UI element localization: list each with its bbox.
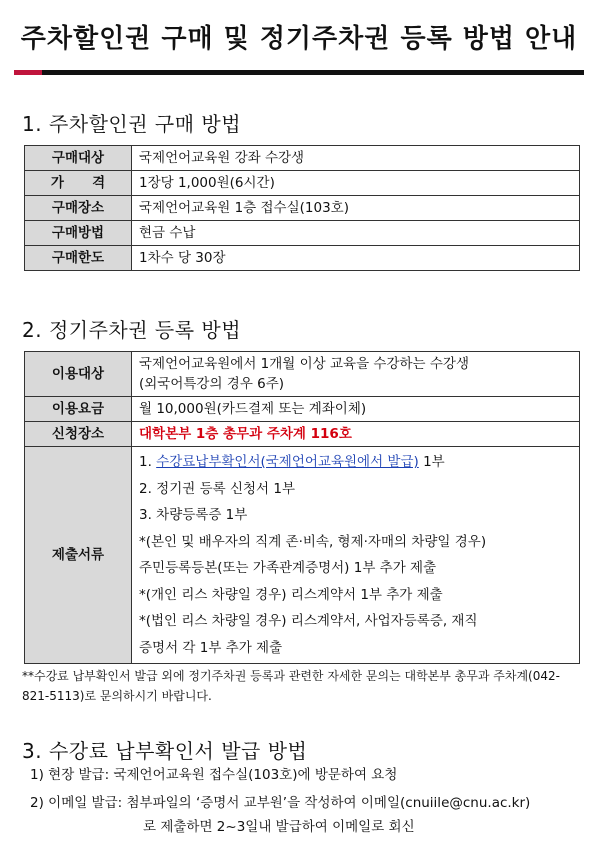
table-row [25,352,580,397]
onsite-issue-line: 1) 현장 발급: 국제언어교육원 접수실(103호)에 방문하여 요청 [30,767,398,783]
footnote: **수강료 납부확인서 발급 외에 정기주차권 등록과 관련한 자세한 문의는 대학본부 총무과 주차계(042-821-5113)로 문의하시기 바랍니다. [22,669,560,703]
row-value [132,447,580,664]
row-key: 가 격 [25,171,132,196]
page-title: 주차할인권 구매 및 정기주차권 등록 방법 안내 [20,24,578,54]
row-key: 이용대상 [25,352,132,397]
table-row [25,447,580,664]
doc-item: *(법인 리스 차량일 경우) 리스계약서, 사업자등록증, 재직 [139,613,478,629]
row-value-highlight: 대학본부 1층 총무과 주차계 116호 [132,422,580,447]
row-value: 1차수 당 30장 [132,246,580,271]
title-underline [14,70,584,75]
row-value: 국제언어교육원 강좌 수강생 [132,146,580,171]
row-value: 1장당 1,000원(6시간) [132,171,580,196]
row-value: 현금 수납 [132,221,580,246]
doc-item-number: 1. [139,454,157,470]
table-row [25,221,580,246]
row-key: 구매방법 [25,221,132,246]
doc-item: *(본인 및 배우자의 직계 존·비속, 형제·자매의 차량일 경우) [139,533,487,550]
row-key: 신청장소 [25,422,132,447]
doc-item: 3. 차량등록증 1부 [139,507,248,523]
target-line-2: (외국어특강의 경우 6주) [139,376,285,392]
row-key: 이용요금 [25,397,132,422]
email-issue-line: 2) 이메일 발급: 첨부파일의 ‘증명서 교부원’을 작성하여 이메일(cnuiile@cnu.ac.kr) [30,795,531,811]
table-row [25,397,580,422]
doc-item: 2. 정기권 등록 신청서 1부 [139,480,296,497]
section1-heading: 1. 주차할인권 구매 방법 [22,112,242,136]
doc-item: 주민등록등본(또는 가족관계증명서) 1부 추가 제출 [139,560,437,576]
purchase-table [24,145,580,271]
doc-item-suffix: 1부 [418,454,445,470]
row-key: 구매대상 [25,146,132,171]
target-line-1: 국제언어교육원에서 1개월 이상 교육을 수강하는 수강생 [139,356,469,372]
table-row [25,422,580,447]
payment-certificate-link[interactable]: 수강료납부확인서(국제언어교육원에서 발급) [156,454,419,470]
row-key: 구매한도 [25,246,132,271]
registration-table [24,351,580,664]
doc-item-1 [139,449,572,476]
title-underline-accent [14,70,42,75]
title-block [14,10,584,75]
table-row [25,196,580,221]
doc-item: 증명서 각 1부 추가 제출 [139,639,283,656]
row-key: 제출서류 [25,447,132,664]
email-issue-line-cont: 로 제출하면 2~3일내 발급하여 이메일로 회신 [143,819,415,835]
row-value [132,352,580,397]
table-row [25,146,580,171]
doc-item: *(개인 리스 차량일 경우) 리스계약서 1부 추가 제출 [139,586,443,603]
row-key: 구매장소 [25,196,132,221]
table-row [25,246,580,271]
row-value: 국제언어교육원 1층 접수실(103호) [132,196,580,221]
table-row [25,171,580,196]
title-underline-bar [42,70,584,75]
section2-heading: 2. 정기주차권 등록 방법 [22,318,242,342]
row-value: 월 10,000원(카드결제 또는 계좌이체) [132,397,580,422]
section3-heading: 3. 수강료 납부확인서 발급 방법 [22,739,308,763]
